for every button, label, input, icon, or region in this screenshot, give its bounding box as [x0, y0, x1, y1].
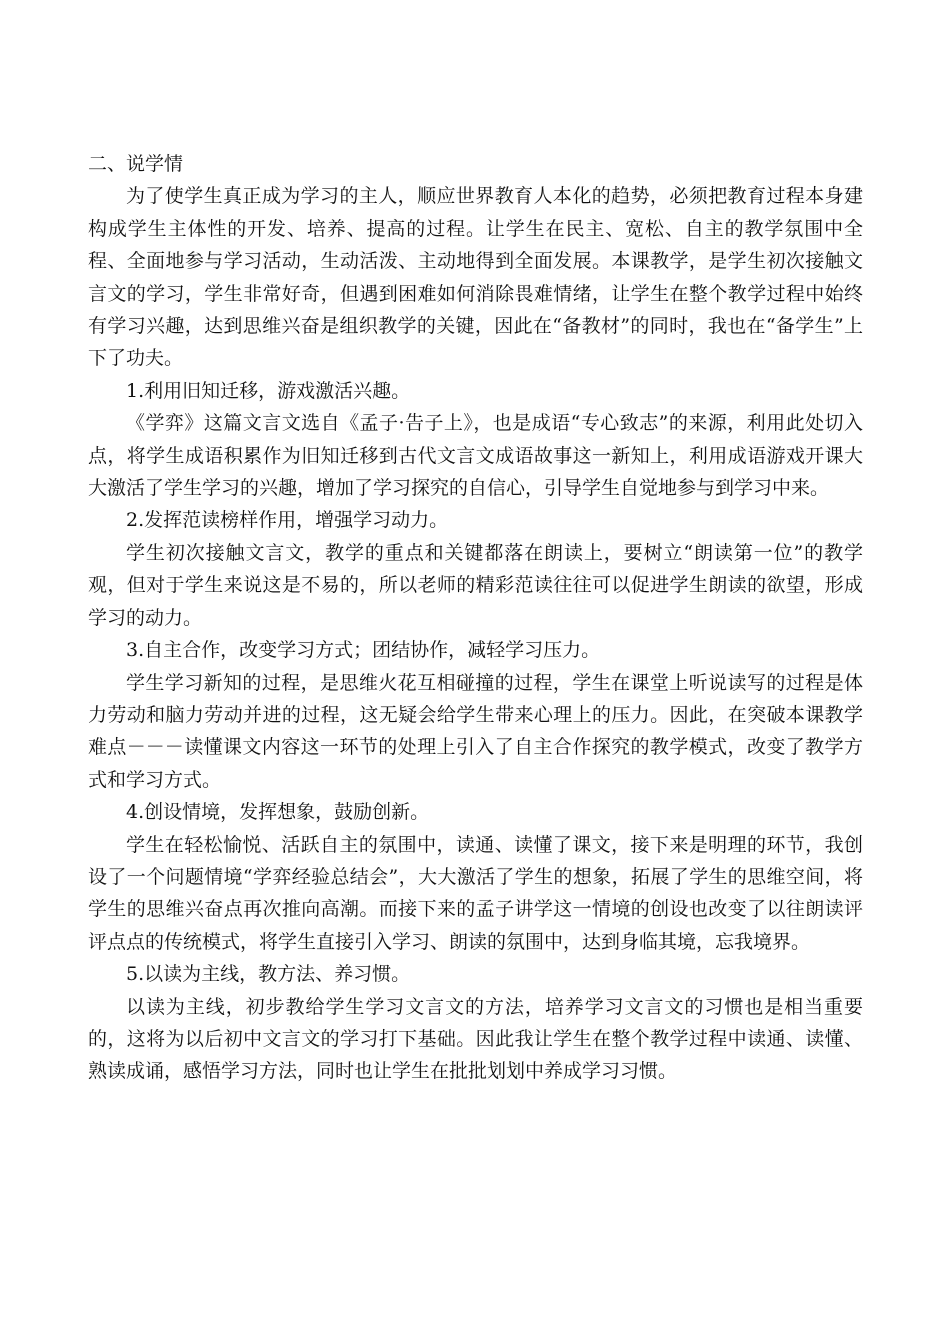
paragraph-2: 学生初次接触文言文，教学的重点和关键都落在朗读上，要树立“朗读第一位”的教学观，但对于学生来说这是不易的，所以老师的精彩范读往往可以促进学生朗读的欲望，形成学习的动力。	[88, 541, 863, 629]
subheading-1: 1.利用旧知迁移，游戏激活兴趣。	[126, 379, 411, 402]
subheading-3: 3.自主合作，改变学习方式；团结协作，减轻学习压力。	[126, 639, 601, 662]
subheading-5: 5.以读为主线，教方法、养习惯。	[126, 963, 411, 986]
document-body	[88, 148, 863, 1088]
section-heading: 二、说学情	[88, 153, 184, 175]
paragraph-intro: 为了使学生真正成为学习的主人，顺应世界教育人本化的趋势，必须把教育过程本身建构成学生主体性的开发、培养、提高的过程。让学生在民主、宽松、自主的教学氛围中全程、全面地参与学习活动，生动活泼、主动地得到全面发展。本课教学，是学生初次接触文言文的学习，学生非常好奇，但遇到困难如何消除畏难情绪，让学生在整个教学过程中始终有学习兴趣，达到思维兴奋是组织教学的关键，因此在“备教材”的同时，我也在“备学生”上下了功夫。	[88, 185, 863, 370]
paragraph-5: 以读为主线，初步教给学生学习文言文的方法，培养学习文言文的习惯也是相当重要的，这将为以后初中文言文的学习打下基础。因此我让学生在整个教学过程中读通、读懂、熟读成诵，感悟学习方法，同时也让学生在批批划划中养成学习习惯。	[88, 995, 863, 1083]
subheading-2: 2.发挥范读榜样作用，增强学习动力。	[126, 509, 449, 532]
paragraph-4: 学生在轻松愉悦、活跃自主的氛围中，读通、读懂了课文，接下来是明理的环节，我创设了一个问题情境“学弈经验总结会”，大大激活了学生的想象，拓展了学生的思维空间，将学生的思维兴奋点再次推向高潮。而接下来的孟子讲学这一情境的创设也改变了以往朗读评评点点的传统模式，将学生直接引入学习、朗读的氛围中，达到身临其境，忘我境界。	[88, 833, 863, 953]
subheading-4: 4.创设情境，发挥想象，鼓励创新。	[126, 801, 430, 824]
paragraph-3: 学生学习新知的过程，是思维火花互相碰撞的过程，学生在课堂上听说读写的过程是体力劳动和脑力劳动并进的过程，这无疑会给学生带来心理上的压力。因此，在突破本课教学难点－－－读懂课文内容这一环节的处理上引入了自主合作探究的教学模式，改变了教学方式和学习方式。	[88, 671, 863, 791]
paragraph-1: 《学弈》这篇文言文选自《孟子·告子上》，也是成语“专心致志”的来源，利用此处切入点，将学生成语积累作为旧知迁移到古代文言文成语故事这一新知上，利用成语游戏开课大大激活了学生学习的兴趣，增加了学习探究的自信心，引导学生自觉地参与到学习中来。	[88, 412, 863, 500]
